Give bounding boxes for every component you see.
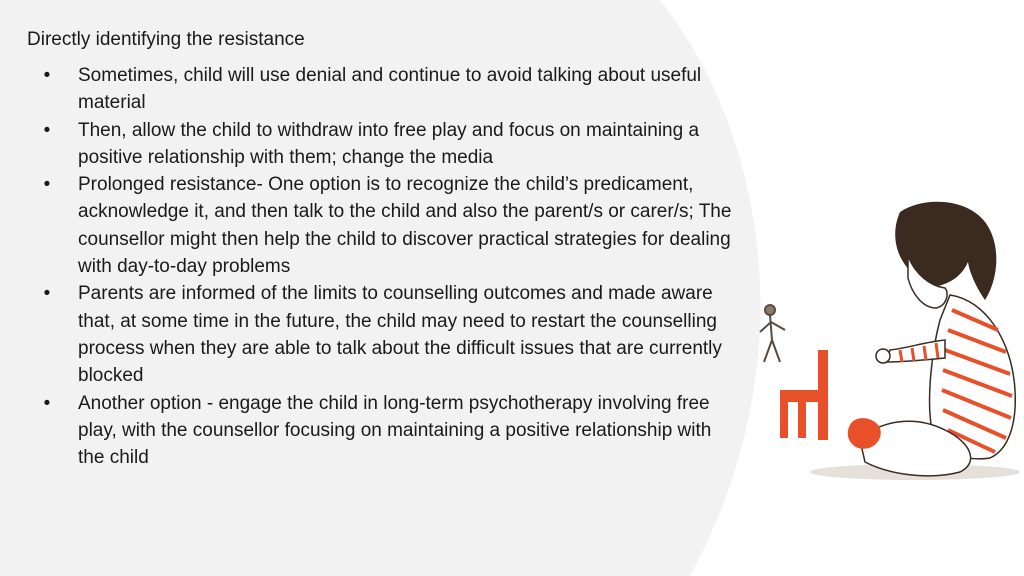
slide-heading: Directly identifying the resistance (27, 29, 305, 50)
toy-figure (760, 305, 785, 362)
bullet-marker: • (43, 65, 51, 86)
toy-chair (780, 350, 828, 440)
bullet-item (37, 117, 737, 172)
bullet-item (37, 171, 737, 280)
bullet-text: Sometimes, child will use denial and continue to avoid talking about useful material (78, 65, 702, 114)
bullet-marker: • (43, 119, 51, 141)
bullet-list (37, 62, 737, 471)
child-hand (876, 349, 890, 363)
bullet-marker: • (43, 392, 51, 414)
bullet-text: Parents are informed of the limits to counselling outcomes and made aware that, at some time in the future, the child may need to restart the counselling process when they are able to talk about the difficult issues that are currently blocked (78, 283, 722, 387)
bullet-marker: • (43, 283, 51, 305)
bullet-item (37, 62, 737, 117)
bullet-text: Then, allow the child to withdraw into free play and focus on maintaining a positive relationship with them; change the media (78, 119, 700, 168)
child-playing-illustration (740, 190, 1024, 490)
bullet-item (37, 390, 737, 472)
bullet-marker: • (43, 174, 51, 196)
bullet-text: Another option - engage the child in long-term psychotherapy involving free play, with the counsellor focusing on maintaining a positive relationship with the child (78, 392, 712, 469)
bullet-item (37, 280, 737, 389)
bullet-text: Prolonged resistance- One option is to recognize the child’s predicament, acknowledge it, and then talk to the child and also the parent/s or carer/s; The counsellor might then help the child to discover practical strategies for dealing with day-to-day problems (78, 174, 732, 278)
